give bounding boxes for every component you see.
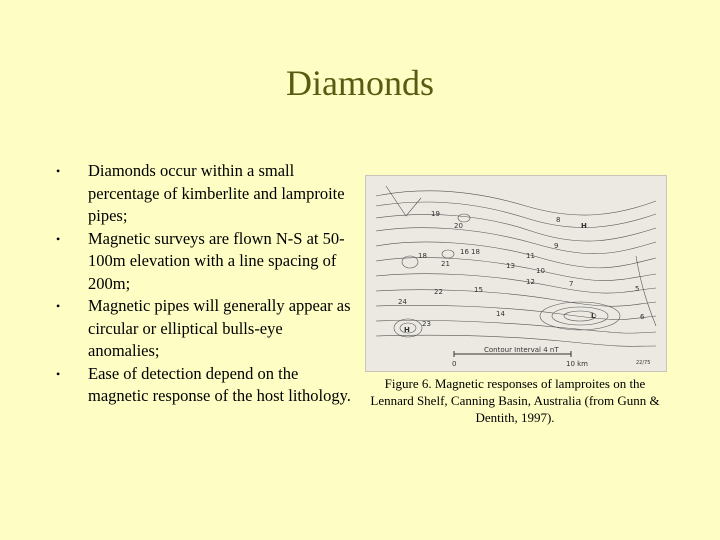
map-label: 7 <box>569 280 574 288</box>
bullet-item <box>56 160 356 228</box>
bullet-text: Ease of detection depend on the magnetic response of the host lithology. <box>88 363 351 405</box>
bullet-dot: • <box>56 299 61 313</box>
slide-title: Diamonds <box>286 63 434 103</box>
map-label: 15 <box>474 286 483 294</box>
map-label: L <box>591 312 596 320</box>
map-label: 13 <box>506 262 515 270</box>
bullet-item <box>56 228 356 296</box>
bullet-text: Diamonds occur within a small percentage of kimberlite and lamproite pipes; <box>88 161 345 225</box>
figure-code: 22/75 <box>636 360 651 366</box>
map-label: H <box>581 222 587 230</box>
map-label: 14 <box>496 310 505 318</box>
scale-start: 0 <box>452 360 457 368</box>
bullet-text: Magnetic surveys are flown N-S at 50-100m elevation with a line spacing of 200m; <box>88 228 345 293</box>
scale-end: 10 km <box>566 360 589 368</box>
map-label: 8 <box>556 216 561 224</box>
map-label: 19 <box>431 210 440 218</box>
map-label: 5 <box>635 285 640 293</box>
map-label: H <box>404 326 410 334</box>
contour-interval: Contour Interval 4 nT <box>484 346 559 354</box>
magnetic-contour-map <box>365 175 667 372</box>
map-label: 6 <box>640 313 645 321</box>
map-label: 24 <box>398 298 407 306</box>
bullet-dot: • <box>56 231 61 246</box>
bullet-text: Magnetic pipes will generally appear as circular or elliptical bulls-eye anomalies; <box>88 296 351 360</box>
map-label: 22 <box>434 288 443 296</box>
bullet-dot: • <box>56 366 61 381</box>
map-label: 11 <box>526 252 535 260</box>
map-label: 10 <box>536 267 545 275</box>
bullet-item <box>56 295 356 363</box>
map-label: 16 <box>460 248 469 256</box>
bullet-list <box>56 160 356 408</box>
map-label: 21 <box>441 260 450 268</box>
map-label: 18 <box>471 248 480 256</box>
map-label: 18 <box>418 252 427 260</box>
map-label: 23 <box>422 320 431 328</box>
bullet-dot: • <box>56 164 61 178</box>
bullet-item <box>56 363 356 408</box>
map-label: 12 <box>526 278 535 286</box>
map-label: 9 <box>554 242 559 250</box>
figure-caption: Figure 6. Magnetic responses of lamproites on the Lennard Shelf, Canning Basin, Australia (from Gunn & Dentith, 1997). <box>370 376 660 425</box>
map-label: 20 <box>454 222 463 230</box>
